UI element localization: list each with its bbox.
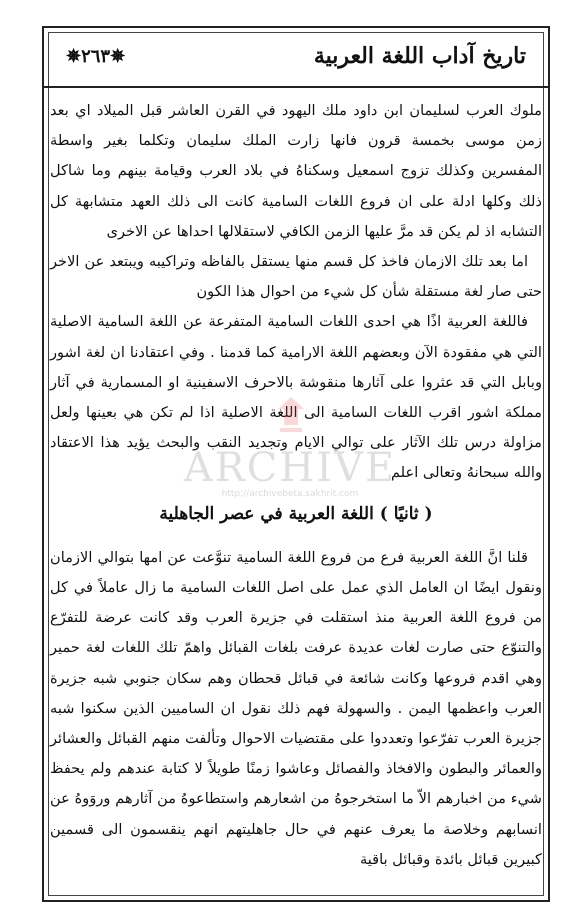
watermark-url: http://archivebeta.sakhrit.com bbox=[221, 489, 359, 499]
page-header bbox=[42, 26, 550, 88]
paragraph-4: قلنا انَّ اللغة العربية فرع من فروع اللغة السامية تنوَّعت عن امها بتوالي الازمان ونقول ايضًا ان العامل الذي عمل على اصل اللغات السامية ما زال عاملاً في كل من فروع اللغة العربية منذ استقلت في جزيرة العرب وقد كانت عرضة للتفرّع والتنوّع حتى صارت لغات عديدة عرفت بلغات القبائل واهمّ تلك اللغات لغة حمير وهي اقدم فروعها وكانت شائعة في قبائل قحطان وهم سكان جنوبي شبه جزيرة العرب واعظمها اليمن . والسهولة فهم ذلك نقول ان الساميين الذين سكنوا شبه جزيرة العرب تفرّعوا وتعددوا على مقتضيات الاحوال وتألفت منهم القبائل والعشائر والعمائر والبطون والافخاذ والفصائل وعاشوا زمنًا طويلاً لا كتابة عندهم ولم يحفظ شيء من اخبارهم الاّ ما استخرجوهُ من اشعارهم واستطاعوهُ من آثارهم وروَوهُ عن انسابهم وخلاصة ما يعرف عنهم في حال جاهليتهم انهم ينقسمون الى قسمين كبيرين قبائل بائدة وقبائل باقية bbox=[50, 548, 542, 868]
paragraph-1: ملوك العرب لسليمان ابن داود ملك اليهود في القرن العاشر قبل الميلاد اي بعد زمن موسى بخمسة قرون فانها زارت الملك سليمان وتكلما بغير واسطة المفسرين وكذلك تزوج اسمعيل وسكناهُ في بلاد العرب وقيامة بينهم وما شاكل ذلك وكلها ادلة على ان فروع اللغات السامية كانت الى ذلك العهد متشابهة كل التشابه اذ لم يكن قد مرَّ عليها الزمن الكافي لاستقلالها احداها عن الاخرى bbox=[50, 102, 542, 240]
page-number: ✵٢٦٣✵ bbox=[66, 45, 126, 67]
page-body bbox=[50, 96, 542, 892]
paragraph-2: اما بعد تلك الازمان فاخذ كل قسم منها يستقل بالفاظه وتراكيبه ويبتعد عن الاخر حتى صار لغة مستقلة شأن كل شيء من احوال هذا الكون bbox=[50, 253, 542, 301]
watermark-text: ARCHIVE bbox=[183, 445, 397, 491]
ornament-right-icon: ✵ bbox=[66, 45, 82, 67]
ornament-left-icon: ✵ bbox=[110, 45, 126, 67]
paragraph-3: فاللغة العربية اذًا هي احدى اللغات السامية المتفرعة عن اللغة السامية الاصلية التي هي مفقودة الآن وبعضهم اللغة الارامية كما قدمنا . وفي اعتقادنا ان لغة اشور وبابل التي قد عثروا على آثارها منقوشة بالاحرف الاسفينية او المسمارية في آثار مملكة اشور اقرب اللغات السامية الى اللغة الاصلية اذا لم تكن هي بعينها ولعل مزاولة درس تلك الآثار على توالي الايام وتجديد النقب والبحث يؤيد هذا الاعتقاد والله سبحانهُ وتعالى اعلم bbox=[50, 313, 542, 482]
section-heading: ( ثانيًا ) اللغة العربية في عصر الجاهلية bbox=[159, 503, 433, 524]
running-title: تاريخ آداب اللغة العربية bbox=[313, 43, 526, 69]
